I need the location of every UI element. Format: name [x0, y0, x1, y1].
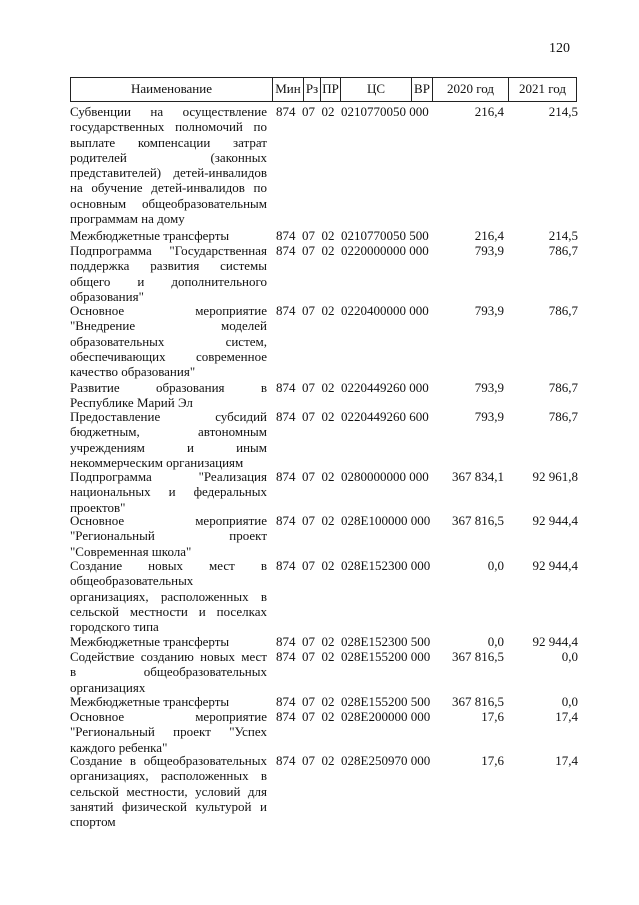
row-value-2020: 367 816,5	[452, 694, 504, 709]
header-pr: ПР	[320, 78, 340, 101]
row-value-2021: 17,4	[555, 753, 578, 768]
row-name: Предоставление субсидий бюджетным, автономным учреждениям и иным некоммерческим организациям	[70, 409, 267, 470]
header-2020: 2020 год	[432, 78, 508, 101]
row-code: 874 07 02 028Е155200 000	[276, 649, 431, 664]
budget-table-body	[0, 104, 639, 833]
row-name: Развитие образования в Республике Марий Эл	[70, 380, 267, 411]
table-row	[0, 303, 639, 380]
row-name: Подпрограмма "Государственная поддержка развития системы общего и дополнительного образования"	[70, 243, 267, 304]
row-name: Основное мероприятие "Внедрение моделей образовательных систем, обеспечивающих современное качество образования"	[70, 303, 267, 380]
table-row	[0, 649, 639, 694]
row-value-2021: 92 944,4	[532, 513, 578, 528]
table-header	[70, 77, 577, 102]
row-name: Межбюджетные трансферты	[70, 694, 230, 709]
table-row	[0, 634, 639, 649]
row-value-2020: 793,9	[474, 409, 504, 424]
row-value-2021: 786,7	[548, 243, 578, 258]
table-row	[0, 380, 639, 409]
table-row	[0, 709, 639, 753]
page-number: 120	[549, 41, 570, 56]
table-row	[0, 243, 639, 303]
row-name: Основное мероприятие "Региональный проект "Современная школа"	[70, 513, 267, 559]
row-value-2021: 92 961,8	[532, 469, 578, 484]
row-value-2021: 92 944,4	[532, 634, 578, 649]
row-code: 874 07 02 0220449260 600	[276, 409, 429, 424]
row-code: 874 07 02 028Е250970 000	[276, 753, 431, 768]
row-code: 874 07 02 0210770050 000	[276, 104, 429, 119]
row-name: Субвенции на осуществление государственных полномочий по выплате компенсации затрат родителей (законных представителей) детей-инвалидов на обучение детей-инвалидов по основным общеобразовательным программам на дому	[70, 104, 267, 227]
row-code: 874 07 02 0220400000 000	[276, 303, 429, 318]
row-value-2021: 214,5	[548, 228, 578, 243]
row-code: 874 07 02 028Е100000 000	[276, 513, 431, 528]
row-code: 874 07 02 0280000000 000	[276, 469, 429, 484]
row-name: Создание новых мест в общеобразовательных организациях, расположенных в сельской местности и поселках городского типа	[70, 558, 267, 635]
header-name: Наименование	[131, 81, 212, 96]
row-value-2020: 367 816,5	[452, 513, 504, 528]
table-row	[0, 409, 639, 469]
row-value-2021: 92 944,4	[532, 558, 578, 573]
row-value-2020: 0,0	[487, 558, 504, 573]
header-2021: 2021 год	[508, 78, 576, 101]
row-value-2021: 17,4	[555, 709, 578, 724]
table-row	[0, 558, 639, 634]
row-value-2020: 216,4	[474, 228, 504, 243]
row-value-2021: 214,5	[548, 104, 578, 119]
row-code: 874 07 02 0220449260 000	[276, 380, 429, 395]
row-value-2020: 216,4	[474, 104, 504, 119]
row-code: 874 07 02 028Е152300 500	[276, 634, 431, 649]
table-row	[0, 104, 639, 228]
row-value-2021: 786,7	[548, 380, 578, 395]
row-value-2020: 17,6	[481, 709, 504, 724]
row-value-2021: 786,7	[548, 409, 578, 424]
row-code: 874 07 02 0220000000 000	[276, 243, 429, 258]
row-value-2021: 0,0	[561, 649, 578, 664]
table-row	[0, 694, 639, 709]
row-value-2020: 367 816,5	[452, 649, 504, 664]
row-value-2021: 0,0	[561, 694, 578, 709]
row-code: 874 07 02 028Е152300 000	[276, 558, 431, 573]
row-code: 874 07 02 0210770050 500	[276, 228, 429, 243]
row-name: Основное мероприятие "Региональный проект "Успех каждого ребенка"	[70, 709, 267, 755]
row-value-2020: 793,9	[474, 243, 504, 258]
row-value-2021: 786,7	[548, 303, 578, 318]
header-cs: ЦС	[340, 78, 411, 101]
row-name: Создание в общеобразовательных организациях, расположенных в сельской местности, условий для занятий физической культурой и спортом	[70, 753, 267, 830]
table-row	[0, 469, 639, 513]
row-value-2020: 0,0	[487, 634, 504, 649]
row-code: 874 07 02 028Е200000 000	[276, 709, 431, 724]
row-name: Подпрограмма "Реализация национальных и федеральных проектов"	[70, 469, 267, 515]
row-name: Межбюджетные трансферты	[70, 228, 230, 243]
header-rz: Рз	[303, 78, 320, 101]
row-value-2020: 17,6	[481, 753, 504, 768]
row-value-2020: 367 834,1	[452, 469, 504, 484]
table-row	[0, 228, 639, 243]
table-row	[0, 513, 639, 558]
header-vr: ВР	[411, 78, 432, 101]
row-name: Содействие созданию новых мест в общеобразовательных организациях	[70, 649, 267, 695]
row-value-2020: 793,9	[474, 303, 504, 318]
row-name: Межбюджетные трансферты	[70, 634, 230, 649]
table-row	[0, 753, 639, 833]
header-min: Мин	[272, 78, 303, 101]
row-code: 874 07 02 028Е155200 500	[276, 694, 431, 709]
row-value-2020: 793,9	[474, 380, 504, 395]
